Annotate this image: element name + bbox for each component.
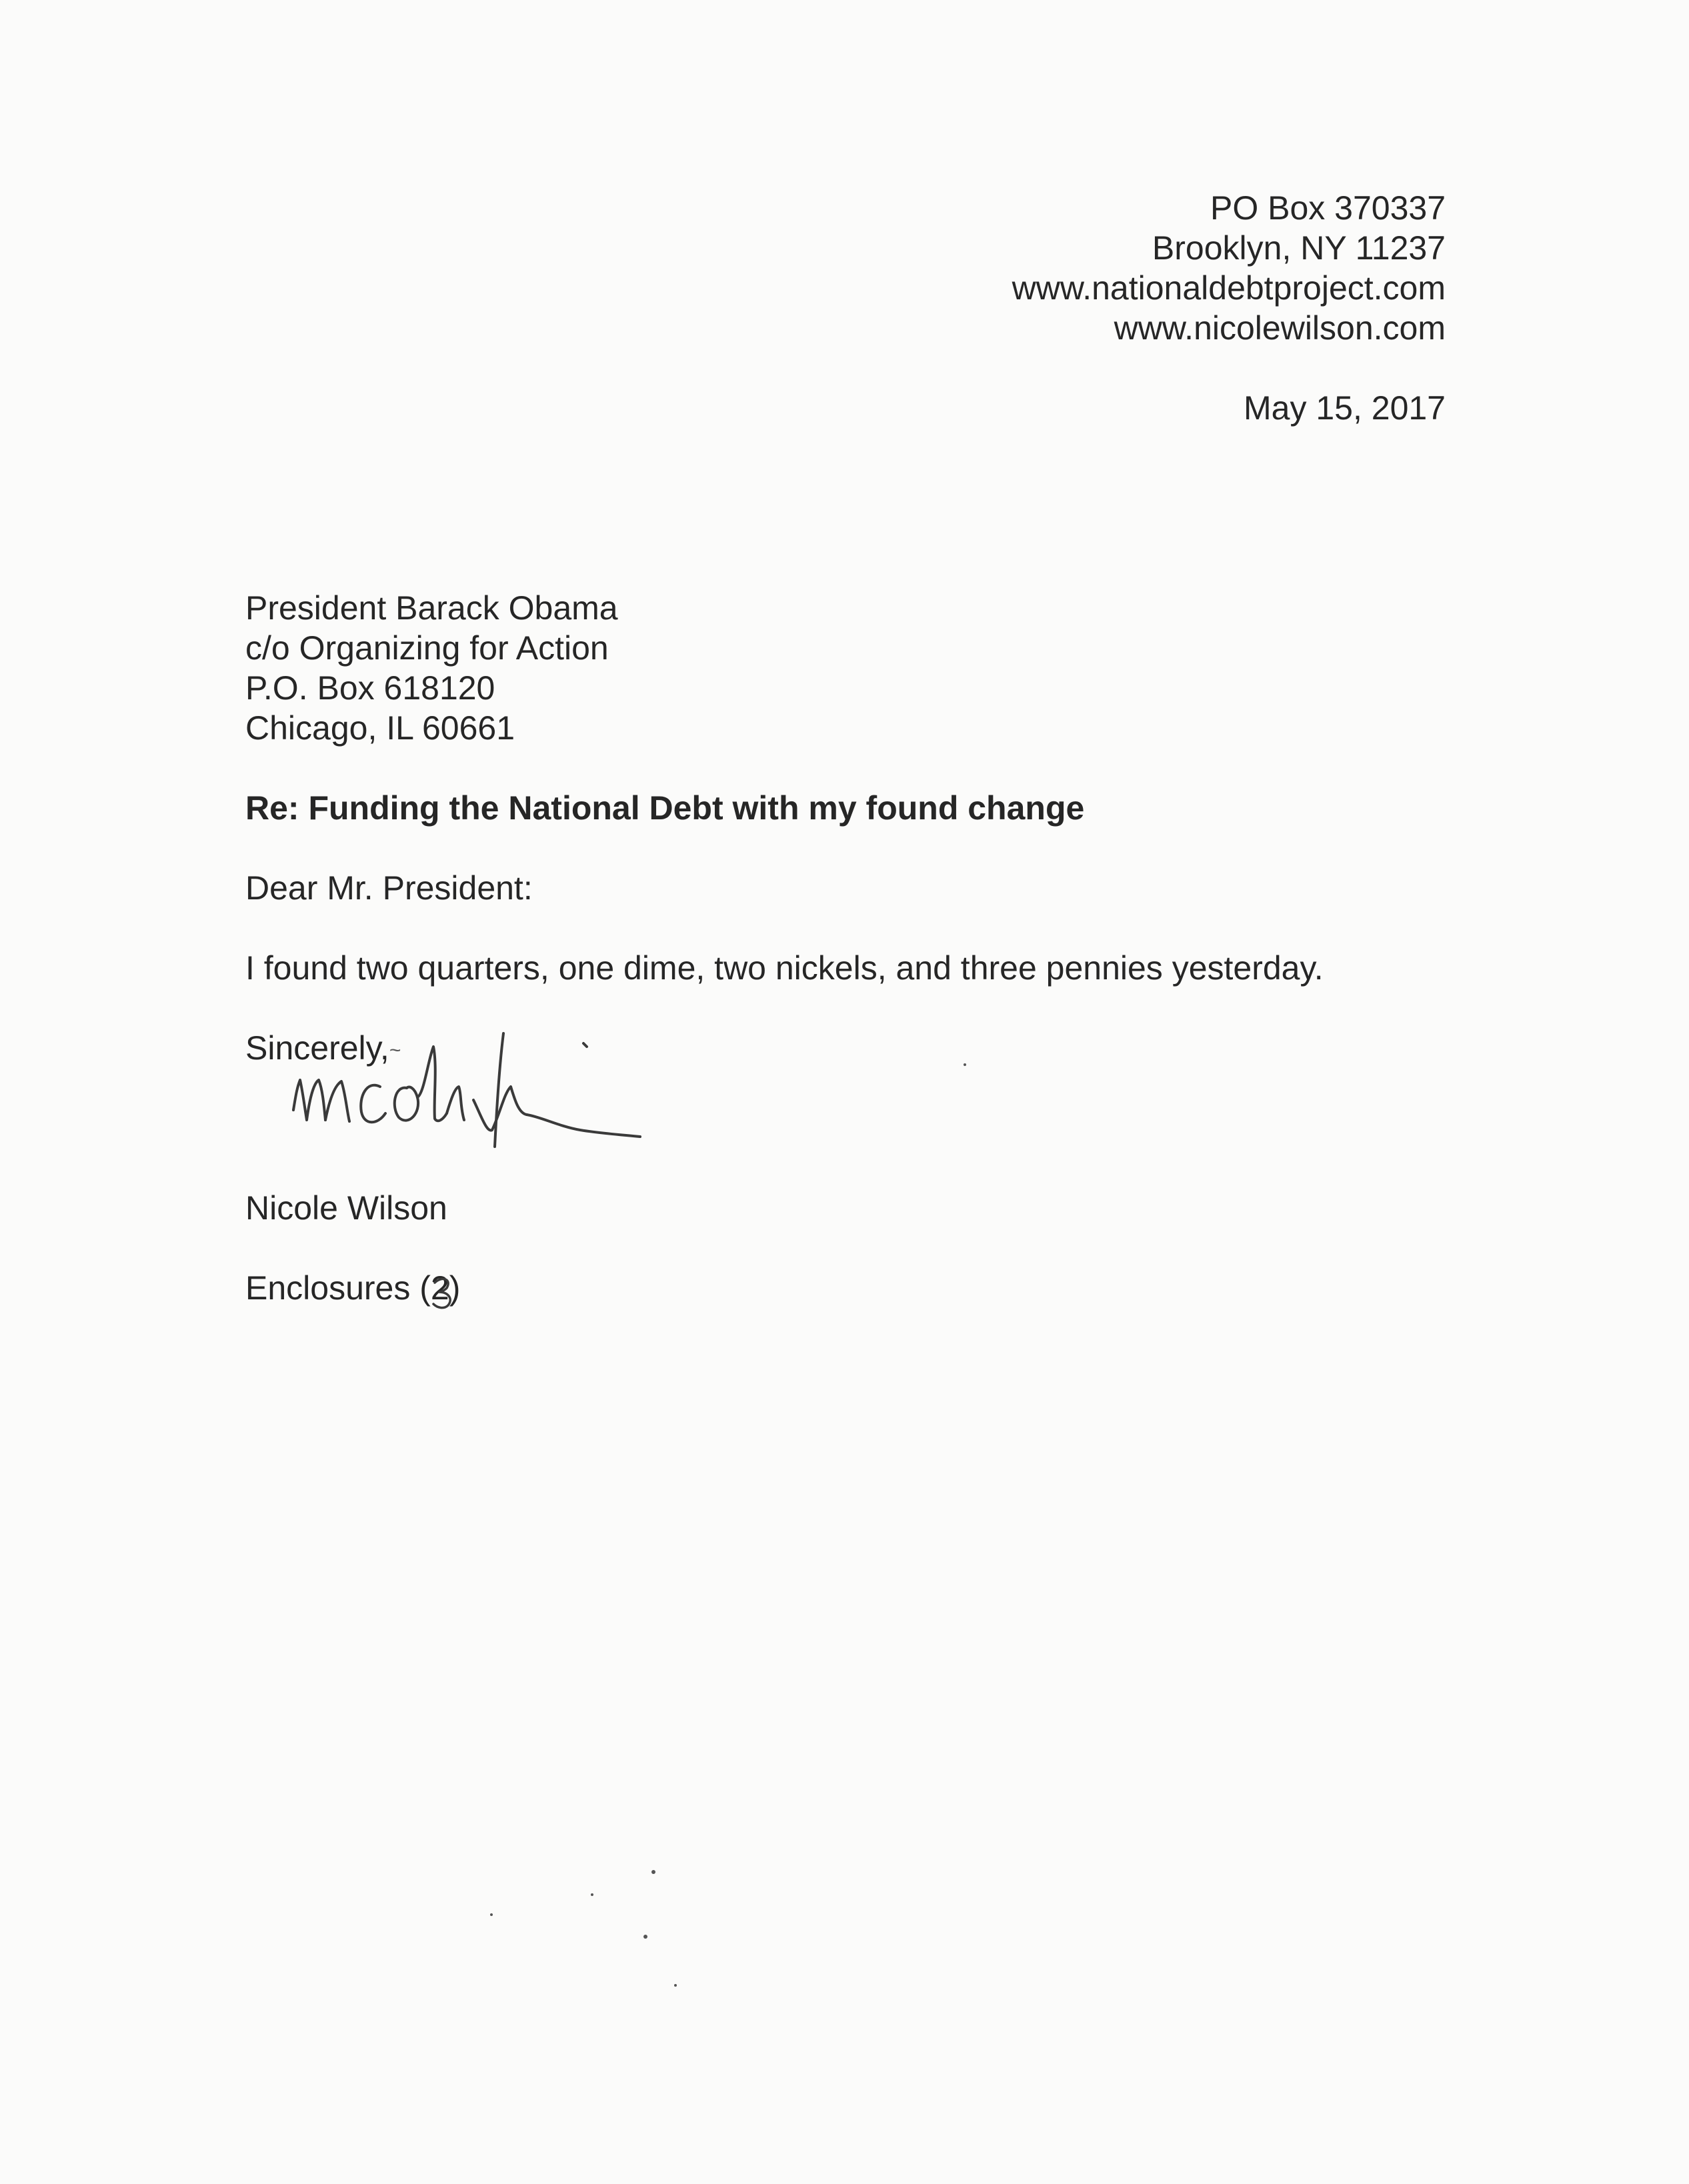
letter-body: I found two quarters, one dime, two nickels, and three pennies yesterday. bbox=[245, 949, 1324, 987]
sender-city: Brooklyn, NY 11237 bbox=[1152, 229, 1446, 267]
recipient-city: Chicago, IL 60661 bbox=[245, 709, 515, 747]
recipient-address-block bbox=[245, 588, 618, 748]
letter-date: May 15, 2017 bbox=[1244, 389, 1446, 427]
handwritten-correction-mark bbox=[429, 1271, 456, 1311]
signer-name: Nicole Wilson bbox=[245, 1189, 447, 1227]
recipient-po-box: P.O. Box 618120 bbox=[245, 669, 495, 707]
subject-line: Re: Funding the National Debt with my found change bbox=[245, 789, 1085, 827]
enclosures-count-value: 2 bbox=[430, 1269, 449, 1307]
handwritten-signature bbox=[280, 1013, 693, 1167]
recipient-care-of: c/o Organizing for Action bbox=[245, 629, 609, 667]
sender-website-1: www.nationaldebtproject.com bbox=[1012, 269, 1446, 307]
closing-text: Sincerely, bbox=[245, 1029, 389, 1067]
enclosures-count bbox=[431, 1268, 449, 1308]
enclosures-close: ) bbox=[449, 1269, 461, 1307]
closing-dash-mark: ~ bbox=[389, 1039, 401, 1061]
sender-address-block bbox=[846, 188, 1446, 348]
salutation: Dear Mr. President: bbox=[245, 869, 533, 907]
recipient-name: President Barack Obama bbox=[245, 589, 618, 627]
sender-po-box: PO Box 370337 bbox=[1210, 189, 1446, 227]
enclosures-line bbox=[245, 1268, 460, 1308]
enclosures-label: Enclosures ( bbox=[245, 1269, 431, 1307]
sender-website-2: www.nicolewilson.com bbox=[1114, 309, 1446, 347]
